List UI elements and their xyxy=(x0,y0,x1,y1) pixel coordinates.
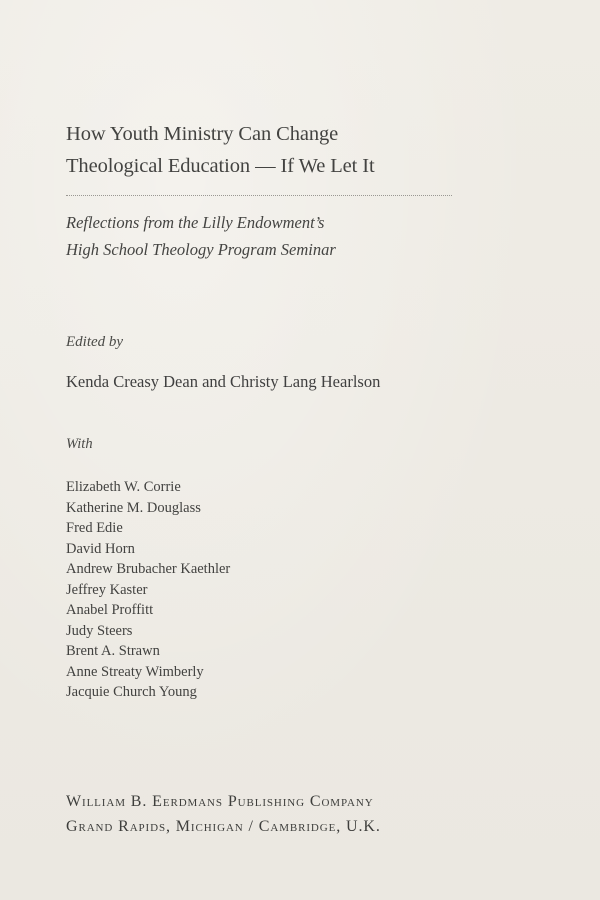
publisher-location: Grand Rapids, Michigan / Cambridge, U.K. xyxy=(66,818,381,835)
editor-names: Kenda Creasy Dean and Christy Lang Hearlson xyxy=(66,372,381,391)
contributor-name: Brent A. Strawn xyxy=(66,643,160,659)
edited-by-label: Edited by xyxy=(66,334,124,350)
contributor-name: Anne Streaty Wimberly xyxy=(66,663,204,680)
book-subtitle-line-2: High School Theology Program Seminar xyxy=(66,240,336,259)
contributor-name: Judy Steers xyxy=(66,622,133,639)
contributor-name: David Horn xyxy=(66,540,135,557)
contributor-name: Jeffrey Kaster xyxy=(66,581,148,598)
contributor-list xyxy=(66,477,230,703)
contributor-name: Fred Edie xyxy=(66,520,123,536)
dotted-divider xyxy=(66,195,452,196)
contributor-name: Elizabeth W. Corrie xyxy=(66,479,181,495)
book-subtitle-line-1: Reflections from the Lilly Endowment’s xyxy=(66,213,325,232)
contributor-name: Anabel Proffitt xyxy=(66,602,154,618)
book-subtitle xyxy=(66,209,486,263)
publisher-name: William B. Eerdmans Publishing Company xyxy=(66,793,374,810)
book-title-line-1: How Youth Ministry Can Change xyxy=(66,123,339,145)
book-title xyxy=(66,118,466,182)
contributor-name: Jacquie Church Young xyxy=(66,684,197,700)
with-label: With xyxy=(66,436,93,452)
publisher-imprint xyxy=(66,789,381,839)
contributor-name: Andrew Brubacher Kaethler xyxy=(66,561,231,577)
book-title-line-2: Theological Education — If We Let It xyxy=(66,155,375,177)
contributor-name: Katherine M. Douglass xyxy=(66,499,201,516)
